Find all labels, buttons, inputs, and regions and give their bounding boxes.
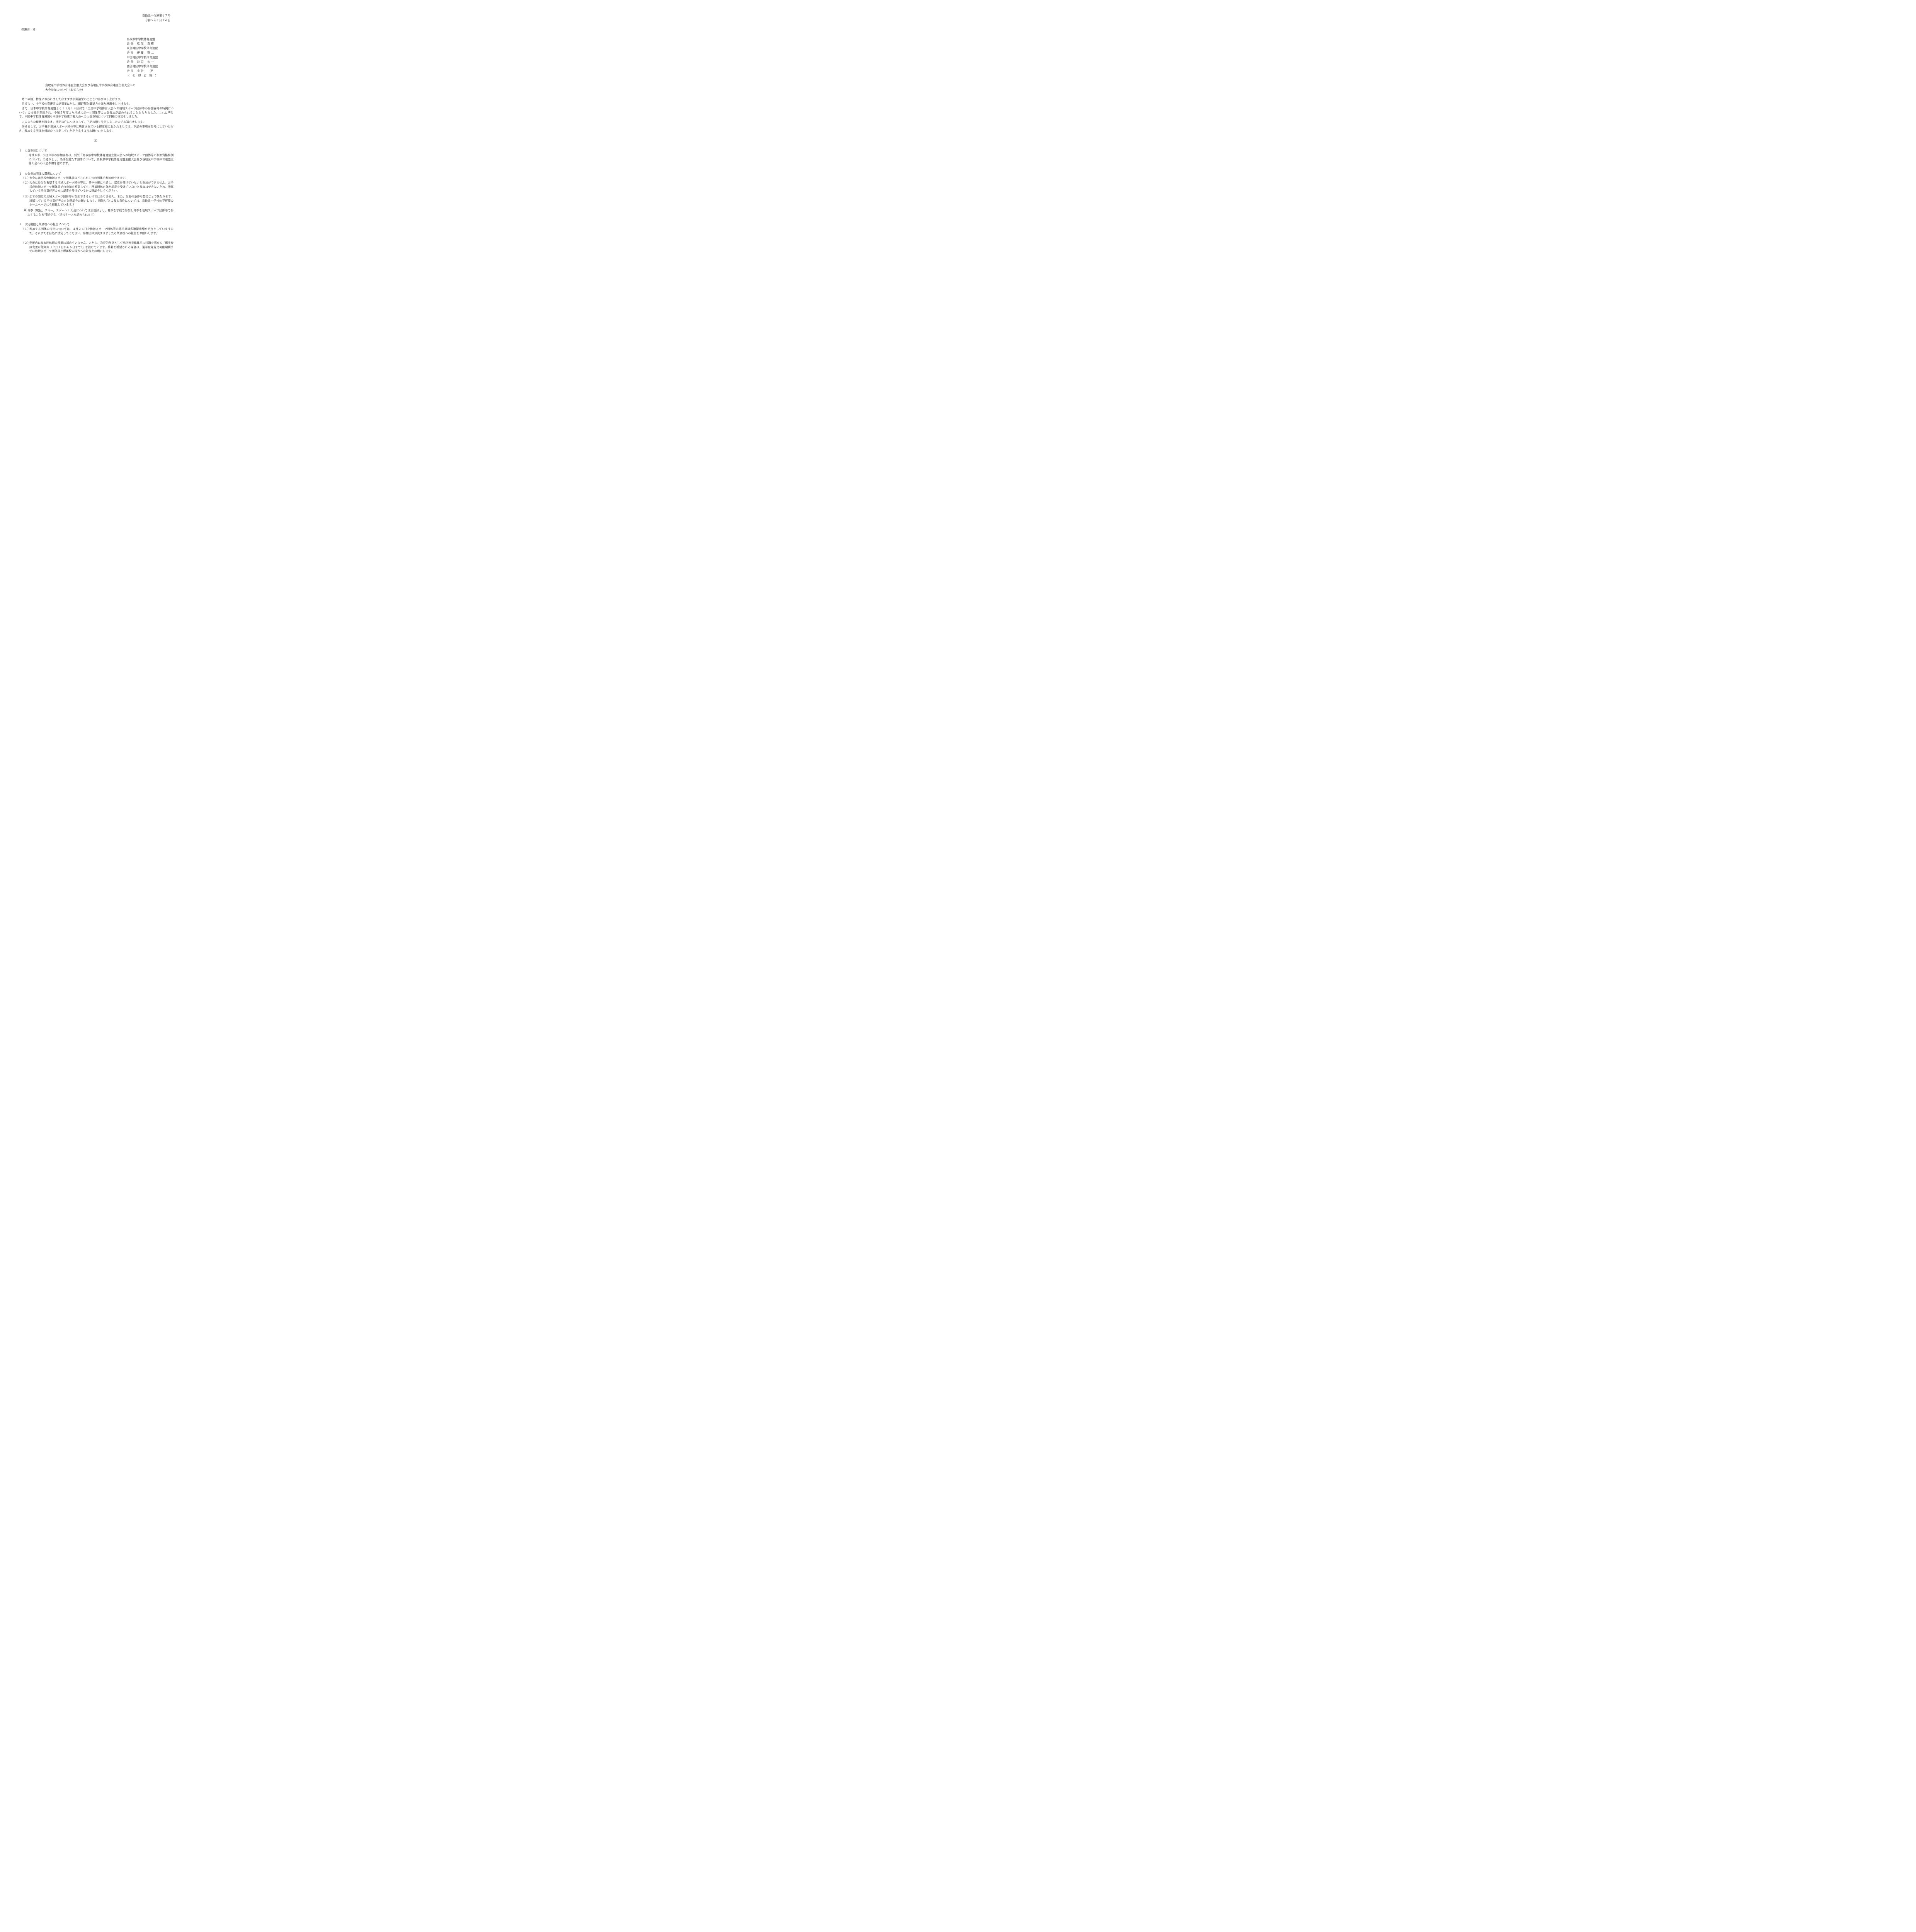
list-item-text: 大会に参加を希望する地域スポーツ団体等は、県中体連に申請し、認定を受けていないと参加ができません。お子様が地域スポーツ団体等での参加を希望しても、所属団体自体が認定を受けていないと参加はできないため、所属している団体責任者の方に認定を受けているかの確認をしてください。 (29, 181, 174, 193)
list-item (22, 181, 174, 193)
list-marker: （１） (22, 176, 30, 180)
document-page (0, 0, 192, 271)
list-item-text: 参加する団体の決定については、４月２４日を地域スポーツ団体等の選手登録名簿提出締め切りとしていますので、それまでを目処に決定してください。参加団体が決まりましたら所属校への報告をお願いします。 (29, 227, 174, 235)
section-heading: １ 大会参加について (19, 149, 47, 152)
section-heading: ３ 決定期限と所属校への報告について (19, 223, 70, 226)
list-item (22, 227, 174, 235)
note-marker: ※ (24, 209, 27, 212)
list-item (22, 176, 174, 180)
addressee: 保護者 様 (21, 28, 36, 31)
body-paragraph: さて、日本中学校体育連盟より１１月１４日付で「全国中学校体育大会への地域スポーツ団体等の参加資格の特例について」の文書が発出され、令和５年度より地域スポーツ団体等の大会参加が認められることとなりました。これに準じて、中国中学校体育連盟も中国中学校選手権大会への大会参加について同様の決定をしました。 (19, 107, 174, 119)
sender-name: 会 長 池 口 公 一 (127, 60, 154, 63)
seal-omitted-note: （ 公 印 省 略 ） (127, 74, 158, 77)
section-heading: ２ 大会参加団体の選択について (19, 172, 61, 175)
list-item-text: 年度内に参加団体間の移籍は認めていません。ただし、教育的配慮として地区秋季総体前に移籍を認める「選手登録変更可能期間（９月１日から６日まで）」を設けています。移籍を希望される場合は、選手登録変更可能期間までに地域スポーツ団体等と所属校の両方への報告をお願いします。 (29, 241, 174, 253)
note-text: 冬季（駅伝，スキー，スケート）大会については別登録とし，夏季を学校で参加し冬季を地域スポーツ団体等で参加することも可能です。（逆のケースも認められます） (27, 209, 174, 216)
list-marker: （３） (22, 195, 30, 198)
body-paragraph: 併せまして、お子様が地域スポーツ団体等に所属されている御家庭におかれましては、下記の事項を参考にしていただき、参加する団体を相談の上決定していただきますようお願いいたします。 (19, 125, 174, 133)
list-marker: （１） (22, 227, 30, 231)
list-item-text: 地域スポーツ団体等の参加資格は、別紙「鳥取県中学校体育連盟主催大会への地域スポーツ団体等の参加資格特例について」の通りとし、条件を満たす団体について、鳥取県中学校体育連盟主催大会及び各地区中学校体育連盟主催大会への大会参加を認めます。 (29, 153, 174, 165)
bullet-marker: ・ (26, 153, 29, 157)
sender-org: 西部地区中学校体育連盟 (127, 65, 158, 68)
document-title: 鳥取県中学校体育連盟主催大会及び各地区中学校体育連盟主催大会への (45, 83, 136, 87)
list-item-text: 大会には学校か地域スポーツ団体等のどちらか１つの団体で参加ができます。 (29, 176, 128, 180)
document-title: 大会参加について（お知らせ） (45, 88, 85, 92)
sender-org: 中部地区中学校体育連盟 (127, 56, 158, 59)
body-paragraph: 日頃より、中学校体育連盟の諸事業に対し、御理解と御協力を賜り感謝申し上げます。 (22, 102, 132, 105)
sender-name: 会 長 小 谷 斉 (127, 69, 153, 73)
note-item (24, 209, 174, 217)
sender-name: 会 長 松 尾 直 樹 (127, 42, 154, 45)
list-marker: （２） (22, 181, 30, 184)
sender-org: 東部地区中学校体育連盟 (127, 46, 158, 50)
sender-org: 鳥取県中学校体育連盟 (127, 37, 155, 41)
list-item (26, 153, 174, 166)
list-item (22, 241, 174, 253)
body-paragraph: このような現状を踏まえ、標記の件につきまして、下記の通り決定しましたのでお知らせします。 (22, 120, 146, 124)
body-paragraph: 寒中の候、皆様におかれましてはますます御清栄のこととお喜び申し上げます。 (22, 97, 123, 101)
list-marker: （２） (22, 241, 30, 245)
document-date: 令和５年１月１６日 (145, 19, 170, 22)
list-item (22, 195, 174, 207)
ki-heading: 記 (94, 139, 97, 142)
list-item-text: 全ての競技で地域スポーツ団体等が参加できるわけではありません。また、参加の条件も競技ごとで異なります。所属している団体責任者の方と確認をお願いします。（競技ごとの参加条件については、鳥取県中学校体育連盟のホームページにも掲載しています。） (29, 195, 174, 207)
sender-name: 会 長 伊 藤 賢 二 (127, 51, 154, 54)
document-number: 鳥取県中体連第６７号 (142, 14, 170, 17)
